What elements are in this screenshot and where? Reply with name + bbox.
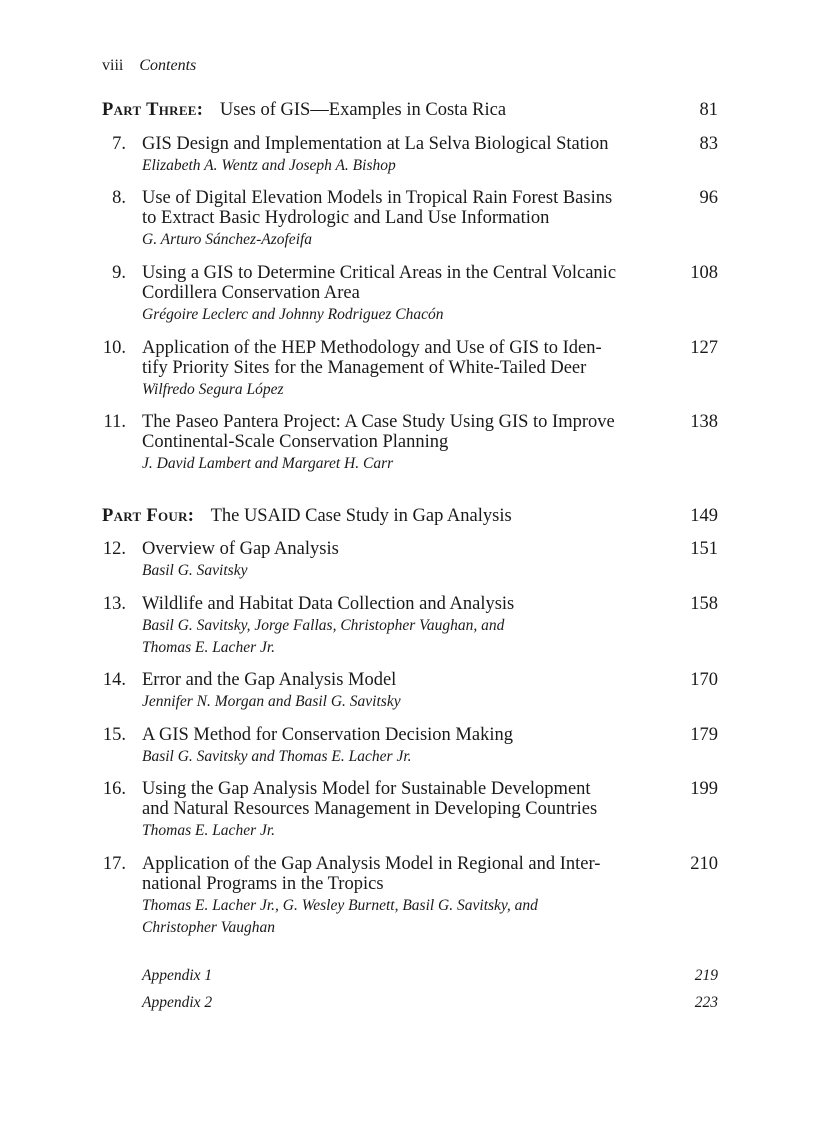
part-page-number: 149 xyxy=(690,506,718,526)
appendix-entry xyxy=(142,966,718,986)
chapter-title-line: Using the Gap Analysis Model for Sustainable Development xyxy=(142,779,591,799)
chapter-title-line: Cordillera Conservation Area xyxy=(142,283,360,303)
chapter-authors: Thomas E. Lacher Jr., G. Wesley Burnett, Basil G. Savitsky, and xyxy=(142,897,538,914)
part-heading-three xyxy=(102,99,718,121)
chapter-page-number: 158 xyxy=(690,594,718,614)
chapter-authors: Thomas E. Lacher Jr. xyxy=(142,639,276,656)
chapter-authors: Christopher Vaughan xyxy=(142,919,276,936)
chapter-number: 11. xyxy=(103,412,126,432)
chapter-number: 17. xyxy=(102,854,126,874)
chapter-authors: Thomas E. Lacher Jr. xyxy=(142,822,276,839)
chapter-page-number: 179 xyxy=(690,725,718,745)
chapter-authors: Wilfredo Segura López xyxy=(142,381,284,398)
running-head-label: Contents xyxy=(139,57,197,74)
chapter-page-number: 127 xyxy=(690,338,718,358)
appendix-title: Appendix 2 xyxy=(142,994,213,1011)
chapter-page-number: 108 xyxy=(690,263,718,283)
chapter-title-line: and Natural Resources Management in Developing Countries xyxy=(142,799,598,819)
part-title: The USAID Case Study in Gap Analysis xyxy=(210,506,512,526)
appendix-entry xyxy=(142,993,718,1013)
appendix-title: Appendix 1 xyxy=(142,967,213,984)
chapter-authors: Jennifer N. Morgan and Basil G. Savitsky xyxy=(142,693,401,710)
chapter-title-line: Overview of Gap Analysis xyxy=(142,539,339,559)
chapter-authors: Basil G. Savitsky and Thomas E. Lacher Jr. xyxy=(142,748,412,765)
chapter-title-line: Application of the HEP Methodology and Use of GIS to Iden- xyxy=(142,338,602,358)
chapter-title-line: A GIS Method for Conservation Decision Making xyxy=(142,725,513,745)
appendix-page-number: 223 xyxy=(694,994,718,1011)
chapter-page-number: 151 xyxy=(690,539,718,559)
chapter-authors: J. David Lambert and Margaret H. Carr xyxy=(142,455,394,472)
chapter-title-line: Wildlife and Habitat Data Collection and Analysis xyxy=(142,594,515,614)
chapter-page-number: 170 xyxy=(690,670,718,690)
running-head xyxy=(102,56,196,76)
chapter-number: 8. xyxy=(112,188,126,208)
chapter-title-line: Use of Digital Elevation Models in Tropical Rain Forest Basins xyxy=(142,188,613,208)
chapter-authors: G. Arturo Sánchez-Azofeifa xyxy=(142,231,313,248)
chapter-authors: Basil G. Savitsky, Jorge Fallas, Christopher Vaughan, and xyxy=(142,617,505,634)
part-title: Uses of GIS—Examples in Costa Rica xyxy=(219,100,507,120)
chapter-page-number: 83 xyxy=(699,134,718,154)
part-heading-four xyxy=(102,505,718,527)
part-page-number: 81 xyxy=(699,100,718,120)
folio: viii xyxy=(102,57,124,74)
chapter-title-line: The Paseo Pantera Project: A Case Study Using GIS to Improve xyxy=(142,412,615,432)
chapter-number: 7. xyxy=(112,134,126,154)
chapter-number: 10. xyxy=(102,338,126,358)
chapter-title-line: tify Priority Sites for the Management of White-Tailed Deer xyxy=(142,358,587,378)
chapter-title-line: to Extract Basic Hydrologic and Land Use Information xyxy=(142,208,550,228)
chapter-title-line: Error and the Gap Analysis Model xyxy=(142,670,397,690)
chapter-page-number: 138 xyxy=(690,412,718,432)
chapter-title-line: Application of the Gap Analysis Model in Regional and Inter- xyxy=(142,854,601,874)
chapter-number: 15. xyxy=(102,725,126,745)
chapter-authors: Basil G. Savitsky xyxy=(142,562,248,579)
chapter-number: 14. xyxy=(102,670,126,690)
chapter-authors: Grégoire Leclerc and Johnny Rodriguez Chacón xyxy=(142,306,444,323)
chapter-page-number: 96 xyxy=(699,188,718,208)
appendix-page-number: 219 xyxy=(694,967,718,984)
chapter-title-line: Continental-Scale Conservation Planning xyxy=(142,432,449,452)
chapter-number: 16. xyxy=(102,779,126,799)
chapter-page-number: 199 xyxy=(690,779,718,799)
chapter-title-line: Using a GIS to Determine Critical Areas in the Central Volcanic xyxy=(142,263,617,283)
chapter-title-line: GIS Design and Implementation at La Selva Biological Station xyxy=(142,134,609,154)
chapter-title-line: national Programs in the Tropics xyxy=(142,874,384,894)
chapter-number: 9. xyxy=(112,263,126,283)
chapter-number: 13. xyxy=(102,594,126,614)
chapter-number: 12. xyxy=(102,539,126,559)
chapter-authors: Elizabeth A. Wentz and Joseph A. Bishop xyxy=(142,157,396,174)
part-label: Part Three: xyxy=(102,100,204,120)
chapter-page-number: 210 xyxy=(690,854,718,874)
part-label: Part Four: xyxy=(102,506,195,526)
